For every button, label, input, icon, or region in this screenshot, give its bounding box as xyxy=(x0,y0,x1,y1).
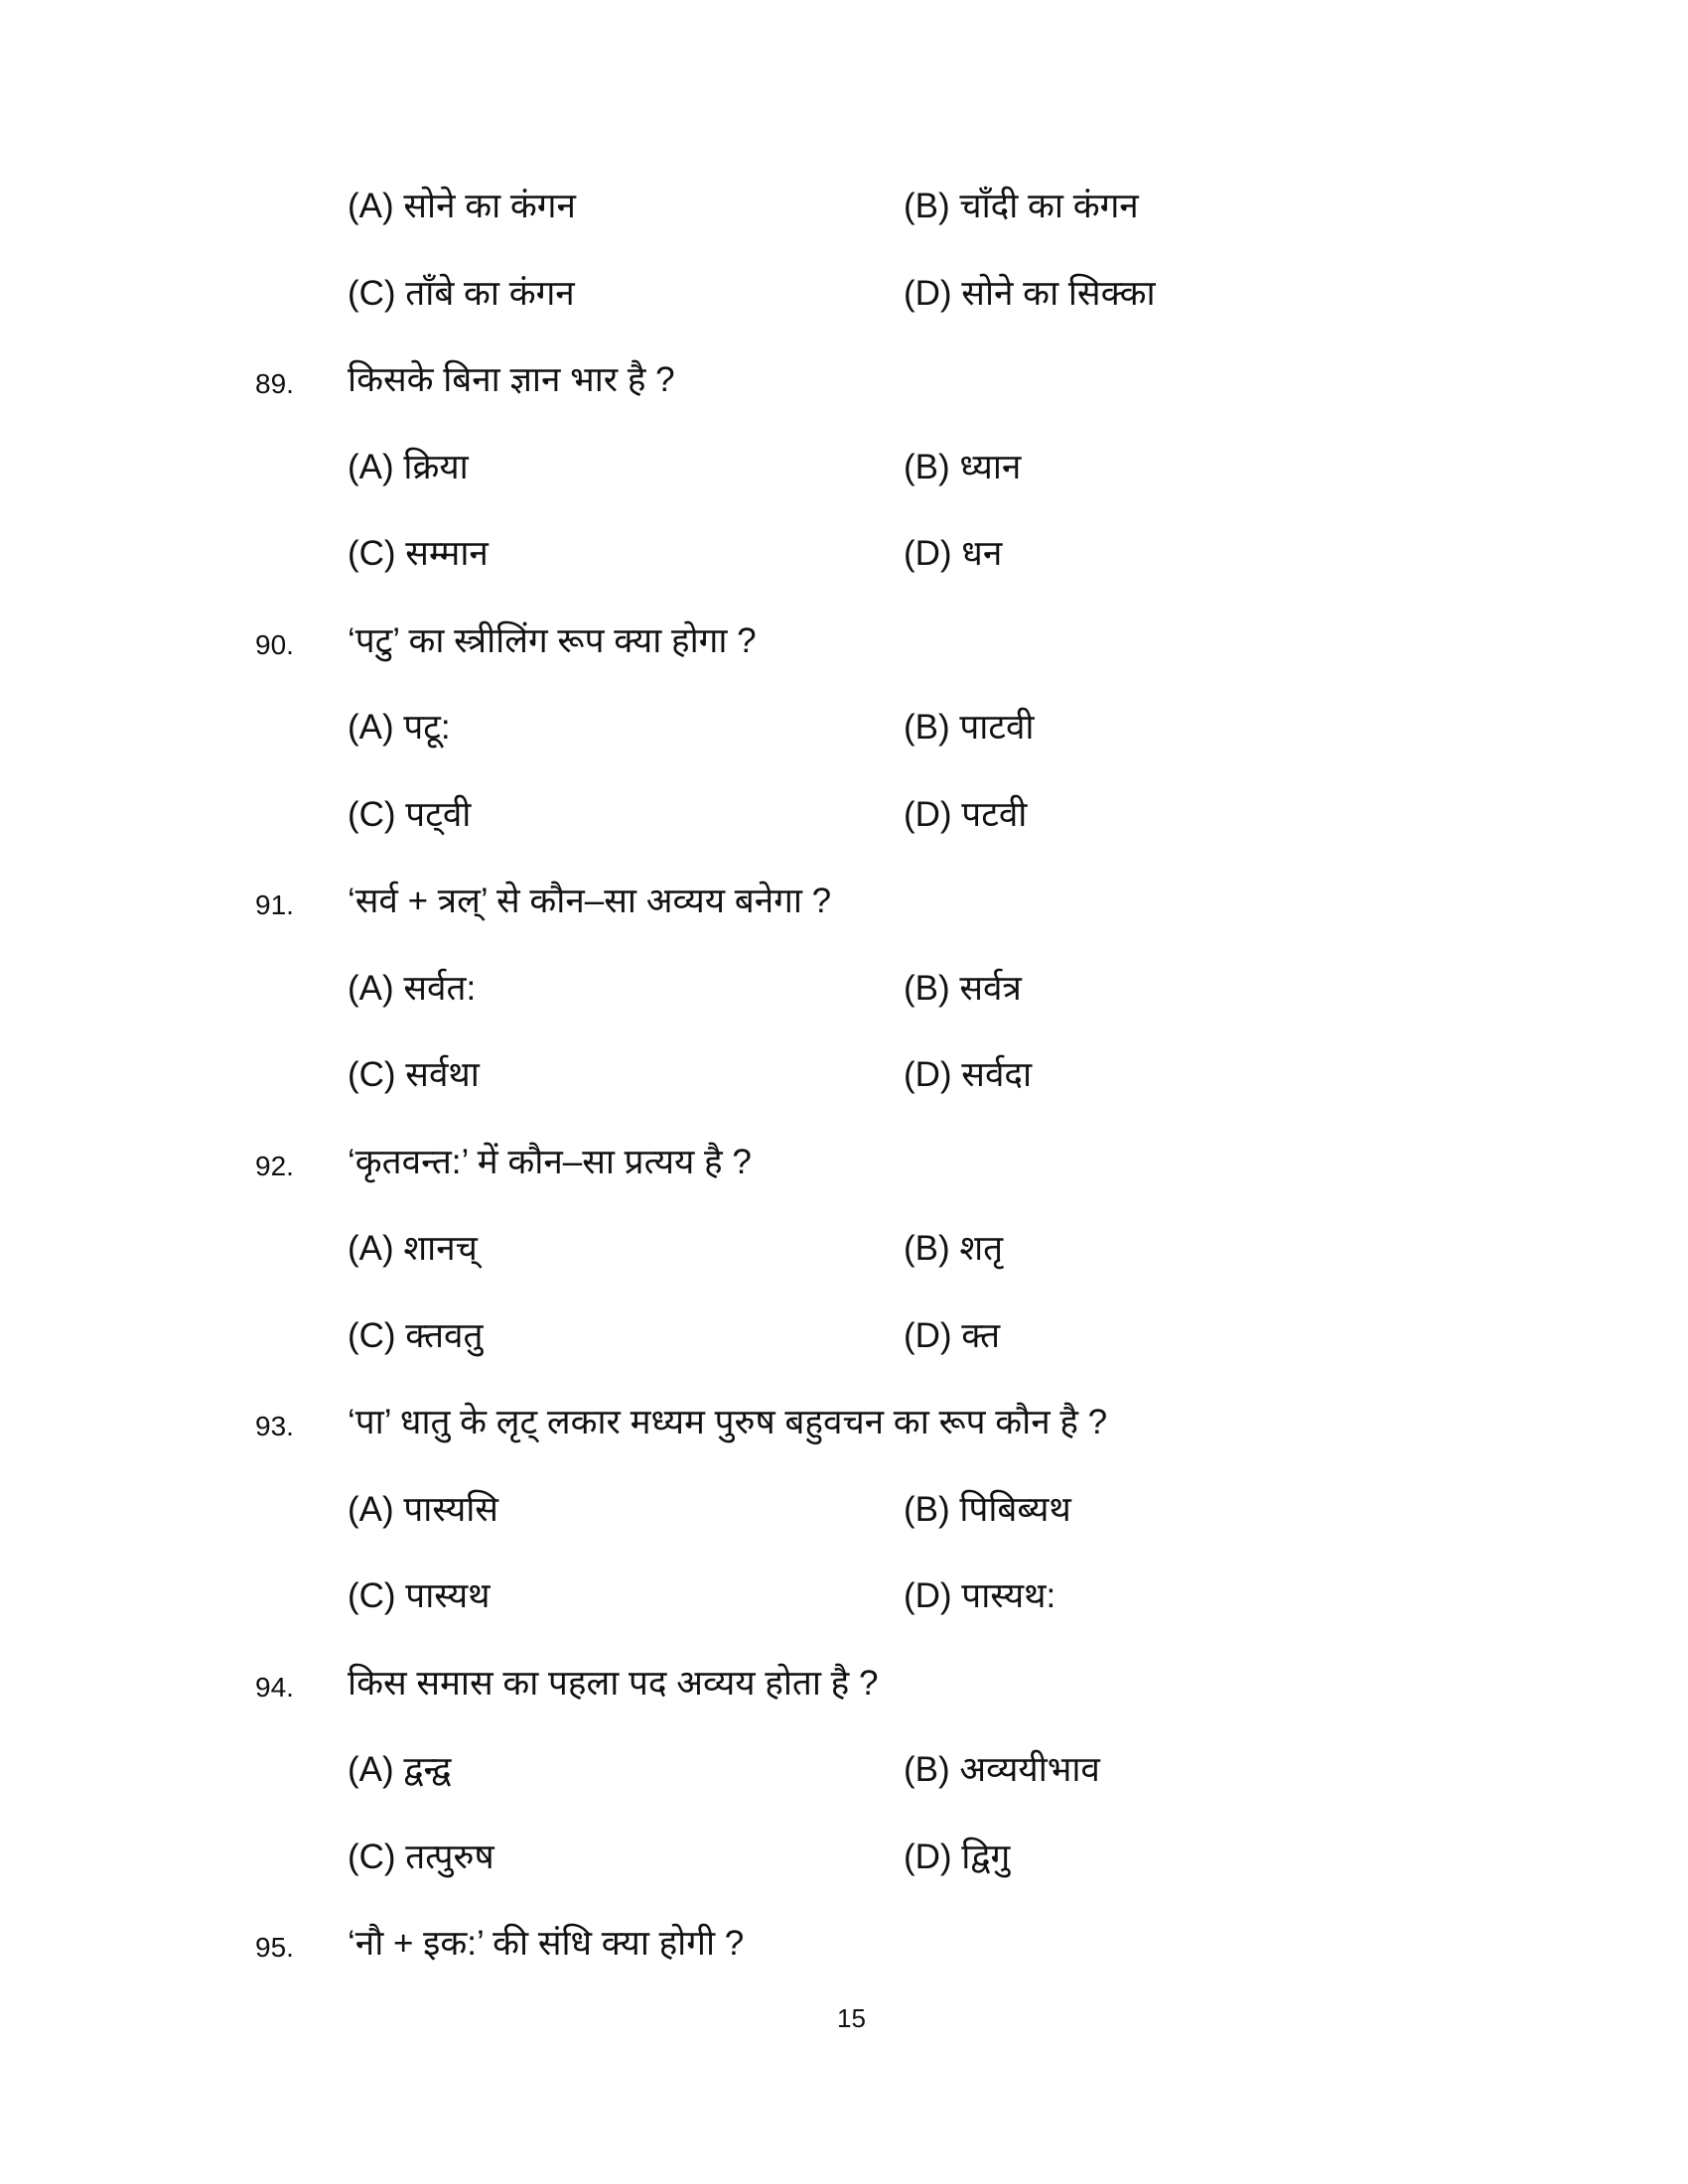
option-right: (D) पास्यथ: xyxy=(904,1576,1056,1615)
option-right: (D) पटवी xyxy=(904,794,1028,834)
option-right: (D) सोने का सिक्का xyxy=(904,273,1156,313)
option-left: (A) शानच् xyxy=(348,1229,478,1268)
options-row xyxy=(0,959,1688,1046)
option-left: (C) क्तवतु xyxy=(348,1315,484,1355)
question-list xyxy=(0,177,1688,2001)
question-number: 93. xyxy=(255,1411,294,1441)
option-right: (B) अव्ययीभाव xyxy=(904,1750,1100,1789)
question-row xyxy=(0,872,1688,959)
option-left: (C) ताँबे का कंगन xyxy=(348,273,575,313)
option-right: (D) धन xyxy=(904,534,1003,573)
option-left: (A) क्रिया xyxy=(348,447,469,486)
option-left: (C) पास्यथ xyxy=(348,1576,491,1615)
options-row xyxy=(0,1480,1688,1568)
question-text: किसके बिना ज्ञान भार है ? xyxy=(348,360,675,399)
options-row xyxy=(0,785,1688,873)
options-row xyxy=(0,1045,1688,1133)
question-row xyxy=(0,612,1688,699)
option-left: (A) द्वन्द्व xyxy=(348,1750,452,1789)
option-right: (B) पाटवी xyxy=(904,708,1035,747)
option-right: (D) सर्वदा xyxy=(904,1055,1033,1094)
question-row xyxy=(0,1654,1688,1741)
question-text: ‘पटु’ का स्त्रीलिंग रूप क्या होगा ? xyxy=(348,620,757,660)
options-row xyxy=(0,1306,1688,1394)
question-text: ‘पा’ धातु के लृट् लकार मध्यम पुरुष बहुवचन का रूप कौन है ? xyxy=(348,1403,1108,1441)
question-number: 91. xyxy=(255,889,294,920)
options-row xyxy=(0,1740,1688,1828)
options-row xyxy=(0,698,1688,785)
option-left: (C) सम्मान xyxy=(348,534,489,573)
options-row xyxy=(0,177,1688,264)
option-left: (C) पट्वी xyxy=(348,794,472,834)
option-right: (B) पिबिब्यथ xyxy=(904,1489,1071,1529)
question-text: ‘कृतवन्त:’ में कौन–सा प्रत्यय है ? xyxy=(348,1142,752,1181)
option-right: (B) शतृ xyxy=(904,1229,1004,1268)
option-left: (A) पटू: xyxy=(348,708,451,747)
question-number: 89. xyxy=(255,368,294,399)
option-left: (A) पास्यसि xyxy=(348,1489,498,1529)
question-number: 94. xyxy=(255,1671,294,1703)
question-text: ‘नौ + इक:’ की संधि क्या होगी ? xyxy=(348,1924,745,1963)
options-row xyxy=(0,1567,1688,1654)
option-right: (B) ध्यान xyxy=(904,447,1022,486)
question-number: 95. xyxy=(255,1932,294,1963)
question-row xyxy=(0,1133,1688,1220)
option-right: (D) द्विगु xyxy=(904,1837,1011,1876)
question-row xyxy=(0,1914,1688,2001)
option-right: (B) चाँदी का कंगन xyxy=(904,187,1139,225)
options-row xyxy=(0,438,1688,525)
option-left: (A) सर्वत: xyxy=(348,968,477,1008)
options-row xyxy=(0,264,1688,351)
option-left: (C) तत्पुरुष xyxy=(348,1837,494,1876)
option-right: (D) क्त xyxy=(904,1315,1001,1355)
option-right: (B) सर्वत्र xyxy=(904,968,1022,1008)
option-left: (A) सोने का कंगन xyxy=(348,187,576,225)
options-row xyxy=(0,1828,1688,1915)
question-row xyxy=(0,350,1688,438)
page-number: 15 xyxy=(837,2003,866,2033)
question-text: किस समास का पहला पद अव्यय होता है ? xyxy=(348,1663,879,1703)
question-text: ‘सर्व + त्रल्’ से कौन–सा अव्यय बनेगा ? xyxy=(348,882,832,920)
question-number: 92. xyxy=(255,1150,294,1181)
options-row xyxy=(0,1219,1688,1306)
question-row xyxy=(0,1393,1688,1480)
option-left: (C) सर्वथा xyxy=(348,1055,480,1094)
options-row xyxy=(0,524,1688,612)
question-number: 90. xyxy=(255,628,294,660)
